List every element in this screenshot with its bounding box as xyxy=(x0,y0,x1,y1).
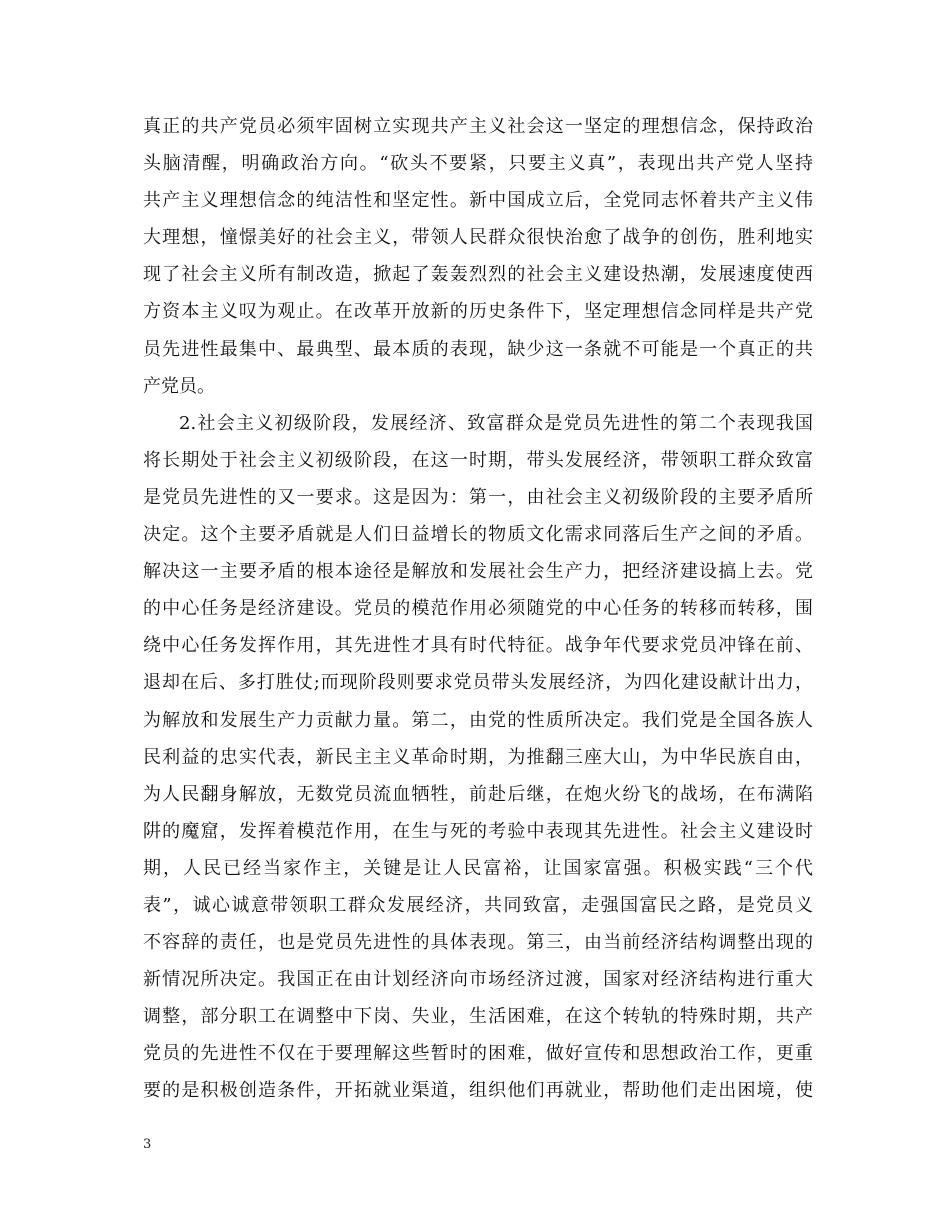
text-line: 产党员。 xyxy=(143,375,215,397)
text-line: 为人民翻身解放，无数党员流血牺牲，前赴后继，在炮火纷飞的战场，在布满陷 xyxy=(143,783,813,805)
text-line: 方资本主义叹为观止。在改革开放新的历史条件下，坚定理想信念同样是共产党 xyxy=(143,301,813,323)
text-line: 表”，诚心诚意带领职工群众发展经济，共同致富，走强国富民之路，是党员义 xyxy=(143,894,813,916)
text-line: 员先进性最集中、最典型、最本质的表现，缺少这一条就不可能是一个真正的共 xyxy=(143,338,813,360)
text-line: 决定。这个主要矛盾就是人们日益增长的物质文化需求同落后生产之间的矛盾。 xyxy=(143,524,813,546)
text-line: 为解放和发展生产力贡献力量。第二，由党的性质所决定。我们党是全国各族人 xyxy=(143,709,813,731)
paragraph-first-line: 2.社会主义初级阶段，发展经济、致富群众是党员先进性的第二个表现我国 xyxy=(179,412,813,434)
text-line: 真正的共产党员必须牢固树立实现共产主义社会这一坚定的理想信念，保持政治 xyxy=(143,116,813,137)
text-line: 将长期处于社会主义初级阶段，在这一时期，带头发展经济，带领职工群众致富 xyxy=(143,449,813,471)
text-line: 新情况所决定。我国正在由计划经济向市场经济过渡，国家对经济结构进行重大 xyxy=(143,969,813,991)
text-line: 大理想，憧憬美好的社会主义，带领人民群众很快治愈了战争的创伤，胜利地实 xyxy=(143,227,813,249)
text-line: 共产主义理想信念的纯洁性和坚定性。新中国成立后，全党同志怀着共产主义伟 xyxy=(143,190,813,212)
text-line: 阱的魔窟，发挥着模范作用，在生与死的考验中表现其先进性。社会主义建设时 xyxy=(143,820,813,842)
text-line: 绕中心任务发挥作用，其先进性才具有时代特征。战争年代要求党员冲锋在前、 xyxy=(143,635,813,657)
text-line: 的中心任务是经济建设。党员的模范作用必须随党的中心任务的转移而转移，围 xyxy=(143,598,813,620)
text-line: 现了社会主义所有制改造，掀起了轰轰烈烈的社会主义建设热潮，发展速度使西 xyxy=(143,264,813,286)
text-line: 党员的先进性不仅在于要理解这些暂时的困难，做好宣传和思想政治工作，更重 xyxy=(143,1043,813,1065)
text-line: 解决这一主要矛盾的根本途径是解放和发展社会生产力，把经济建设搞上去。党 xyxy=(143,561,813,583)
text-line: 头脑清醒，明确政治方向。“砍头不要紧，只要主义真”，表现出共产党人坚持 xyxy=(143,153,813,175)
text-line: 是党员先进性的又一要求。这是因为：第一，由社会主义初级阶段的主要矛盾所 xyxy=(143,486,813,508)
body-text xyxy=(143,108,813,1110)
text-line: 期，人民已经当家作主，关键是让人民富裕，让国家富强。积极实践“三个代 xyxy=(143,857,813,879)
text-line: 民利益的忠实代表，新民主主义革命时期，为推翻三座大山，为中华民族自由， xyxy=(143,746,813,768)
text-line: 不容辞的责任，也是党员先进性的具体表现。第三，由当前经济结构调整出现的 xyxy=(143,932,813,954)
text-line: 调整，部分职工在调整中下岗、失业，生活困难，在这个转轨的特殊时期，共产 xyxy=(143,1006,813,1028)
text-line: 退却在后、多打胜仗;而现阶段则要求党员带头发展经济，为四化建设献计出力， xyxy=(143,672,813,694)
text-line: 要的是积极创造条件，开拓就业渠道，组织他们再就业，帮助他们走出困境，使 xyxy=(143,1080,813,1102)
page-number: 3 xyxy=(143,1137,152,1152)
